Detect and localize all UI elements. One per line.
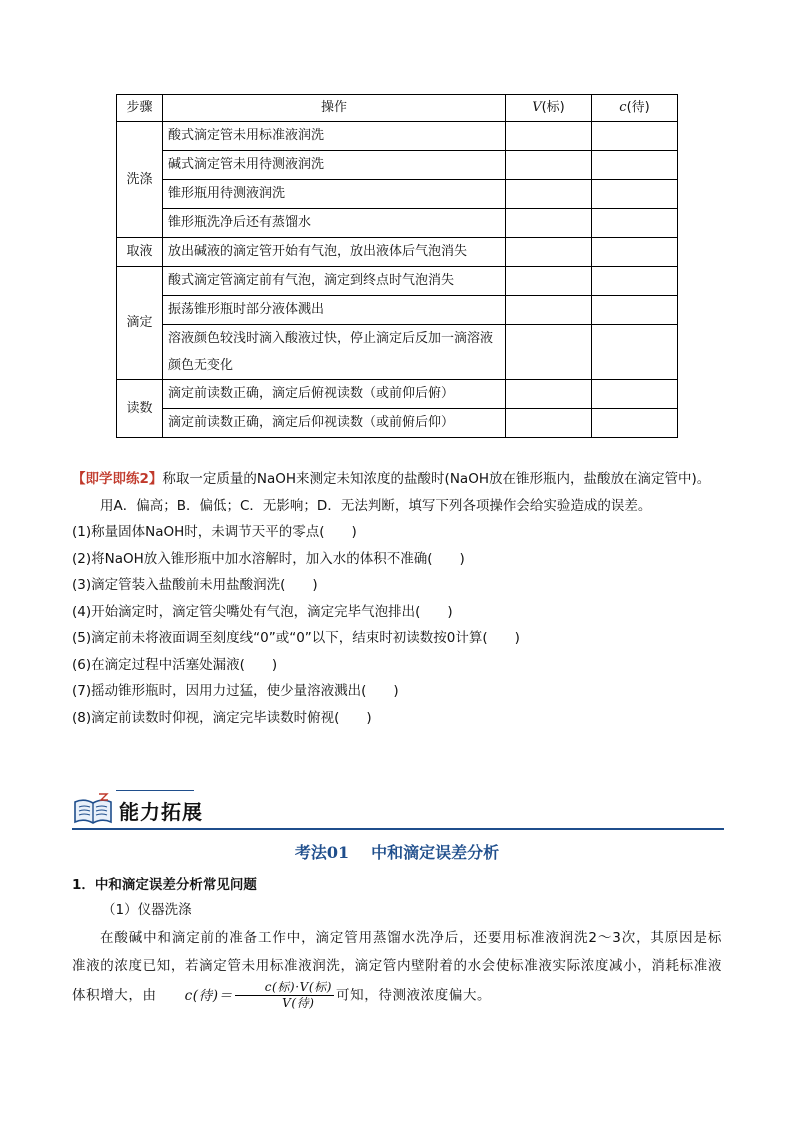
sub-heading: （1）仪器洗涤 <box>102 902 192 918</box>
exercise-item: (6)在滴定过程中活塞处漏液( ) <box>72 656 278 673</box>
step-cell: 取液 <box>117 238 163 267</box>
body-text <box>72 874 722 1011</box>
table-row <box>117 238 678 267</box>
table-row <box>117 409 678 438</box>
header-step: 步骤 <box>117 95 163 122</box>
book-icon <box>72 792 114 826</box>
exercise-item: (1)称量固体NaOH时，未调节天平的零点( ) <box>72 524 357 540</box>
operation-cell: 溶液颜色较浅时滴入酸液过快，停止滴定后反加一滴溶液颜色无变化 <box>163 325 506 380</box>
answer-cell <box>592 209 678 238</box>
exercise-item: (5)滴定前未将液面调至刻度线“0”或“0”以下，结束时初读数按0计算( ) <box>72 630 520 646</box>
paragraph: 在酸碱中和滴定前的准备工作中，滴定管用蒸馏水洗净后，还要用标准液润洗2～3次，其原因是标准液的浓度已知，若滴定管未用标准液润洗，滴定管内壁附着的水会使标准液实际浓度减小，消耗标准液体积增大，由 c(待)＝ $\frac{\text{c(标)·V(标)}}{\text{V(待)}}$ 可知，待测液浓度偏大。 <box>72 930 722 1010</box>
formula-fraction: $\frac{\text{c(标)·V(标)}}{\text{V(待)}}$ <box>235 980 334 1011</box>
operation-cell: 滴定前读数正确，滴定后俯视读数（或前仰后俯） <box>163 380 506 409</box>
exercise-item: (3)滴定管装入盐酸前未用盐酸润洗( ) <box>72 577 318 593</box>
answer-cell <box>592 267 678 296</box>
exercise-instruction: 用A．偏高；B．偏低；C．无影响；D．无法判断，填写下列各项操作会给实验造成的误差。 <box>100 497 652 514</box>
answer-cell <box>592 409 678 438</box>
step-cell: 读数 <box>117 380 163 438</box>
step-cell: 洗涤 <box>117 122 163 238</box>
operation-cell: 放出碱液的滴定管开始有气泡，放出液体后气泡消失 <box>163 238 506 267</box>
header-c-unknown: c(待) <box>592 95 678 122</box>
step-cell: 滴定 <box>117 267 163 380</box>
answer-cell <box>506 180 592 209</box>
header-bottom-rule <box>72 828 724 830</box>
operation-cell: 振荡锥形瓶时部分液体溅出 <box>163 296 506 325</box>
method-title <box>0 840 794 863</box>
answer-cell <box>506 238 592 267</box>
exercise-item: (2)将NaOH放入锥形瓶中加水溶解时，加入水的体积不准确( ) <box>72 550 465 567</box>
exercise-tag: 【即学即练2】 <box>72 471 163 487</box>
section-title: 能力拓展 <box>119 800 203 824</box>
answer-cell <box>506 325 592 380</box>
header-operation: 操作 <box>163 95 506 122</box>
answer-cell <box>592 151 678 180</box>
formula: c(待)＝ $\frac{\text{c(标)·V(标)}}{\text{V(待)}}$ <box>184 980 333 1010</box>
table-row <box>117 122 678 151</box>
table-row <box>117 151 678 180</box>
answer-cell <box>506 122 592 151</box>
answer-cell <box>506 151 592 180</box>
method-name: 中和滴定误差分析 <box>371 843 500 862</box>
method-label: 考法01 <box>294 843 350 862</box>
answer-cell <box>592 325 678 380</box>
answer-cell <box>592 180 678 209</box>
answer-cell <box>592 296 678 325</box>
operation-cell: 酸式滴定管滴定前有气泡，滴定到终点时气泡消失 <box>163 267 506 296</box>
table-row <box>117 380 678 409</box>
header-top-rule <box>116 790 194 791</box>
answer-cell <box>506 267 592 296</box>
answer-cell <box>506 209 592 238</box>
exercise-intro: 【即学即练2】称取一定质量的NaOH来测定未知浓度的盐酸时(NaOH放在锥形瓶内，盐酸放在滴定管中)。 <box>72 471 711 487</box>
operation-cell: 酸式滴定管未用标准液润洗 <box>163 122 506 151</box>
error-analysis-table <box>116 94 678 438</box>
table-row <box>117 325 678 380</box>
exercise-item: (7)摇动锥形瓶时，因用力过猛，使少量溶液溅出( ) <box>72 683 399 699</box>
header-v-standard: V(标) <box>506 95 592 122</box>
answer-cell <box>506 380 592 409</box>
practice-exercise <box>72 466 762 731</box>
answer-cell <box>592 380 678 409</box>
subsection-heading: 1．中和滴定误差分析常见问题 <box>72 877 257 893</box>
table-row <box>117 296 678 325</box>
answer-cell <box>592 238 678 267</box>
answer-cell <box>592 122 678 151</box>
table-row <box>117 267 678 296</box>
exercise-item: (8)滴定前读数时仰视，滴定完毕读数时俯视( ) <box>72 709 372 726</box>
answer-cell <box>506 296 592 325</box>
operation-cell: 滴定前读数正确，滴定后仰视读数（或前俯后仰） <box>163 409 506 438</box>
table-row <box>117 180 678 209</box>
table-row <box>117 209 678 238</box>
section-header <box>72 788 724 832</box>
answer-cell <box>506 409 592 438</box>
table-header-row <box>117 95 678 122</box>
exercise-item: (4)开始滴定时，滴定管尖嘴处有气泡，滴定完毕气泡排出( ) <box>72 603 453 620</box>
operation-cell: 锥形瓶洗净后还有蒸馏水 <box>163 209 506 238</box>
operation-cell: 锥形瓶用待测液润洗 <box>163 180 506 209</box>
operation-cell: 碱式滴定管未用待测液润洗 <box>163 151 506 180</box>
